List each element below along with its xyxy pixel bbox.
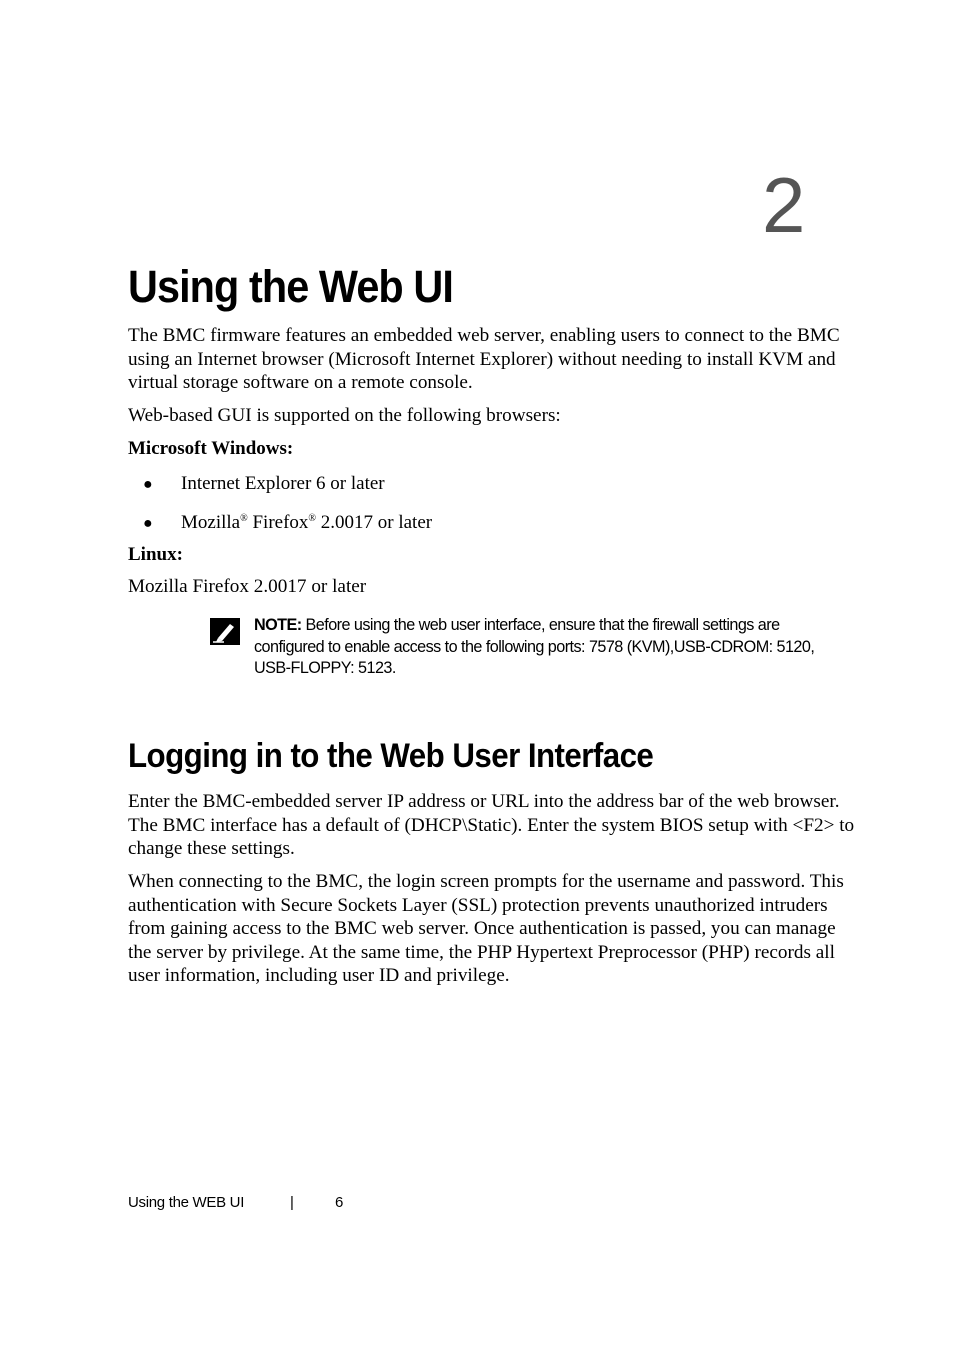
intro-paragraph: The BMC firmware features an embedded web server, enabling users to connect to the BMC using an Internet browser (Microsoft Internet Explorer) without needing to install KVM and virtual storage software on a remote console. xyxy=(128,325,840,393)
page-number: 6 xyxy=(335,1194,344,1211)
list-item-text: Mozilla® Firefox® 2.0017 or later xyxy=(181,512,433,533)
footer-separator: | xyxy=(290,1194,294,1211)
chapter-number: 2 xyxy=(762,161,806,249)
section-paragraph: When connecting to the BMC, the login screen prompts for the username and password. This authentication with Secure Sockets Layer (SSL) protection prevents unauthorized intruders from gaining access to the BMC web server. Once authentication is passed, you can manage the server by privilege. At the same time, the PHP Hypertext Preprocessor (PHP) records all user information, including user ID and privilege. xyxy=(128,871,844,986)
note xyxy=(254,615,844,680)
list-item xyxy=(143,507,432,535)
section-title: Logging in to the Web User Interface xyxy=(128,737,654,775)
list-item-text: Internet Explorer 6 or later xyxy=(181,473,385,494)
section-paragraph: Enter the BMC-embedded server IP address or URL into the address bar of the web browser. The BMC interface has a default of (DHCP\Static). Enter the system BIOS setup with <F2> to change these settings. xyxy=(128,791,855,859)
list-item xyxy=(143,472,385,496)
page-title: Using the Web UI xyxy=(128,261,453,312)
note-body: Before using the web user interface, ensure that the firewall settings are configured to enable access to the following ports: 7578 (KVM),USB-CDROM: 5120, USB-FLOPPY: 5123. xyxy=(254,616,815,677)
bullet-icon: ● xyxy=(143,476,153,493)
footer-title: Using the WEB UI xyxy=(128,1194,245,1211)
note-pencil-icon xyxy=(210,618,240,645)
linux-text: Mozilla Firefox 2.0017 or later xyxy=(128,576,367,597)
windows-label: Microsoft Windows: xyxy=(128,438,294,459)
note-label: NOTE: xyxy=(254,616,302,634)
bullet-icon: ● xyxy=(143,515,153,532)
browsers-intro: Web-based GUI is supported on the following browsers: xyxy=(128,405,561,426)
linux-label: Linux: xyxy=(128,544,183,565)
